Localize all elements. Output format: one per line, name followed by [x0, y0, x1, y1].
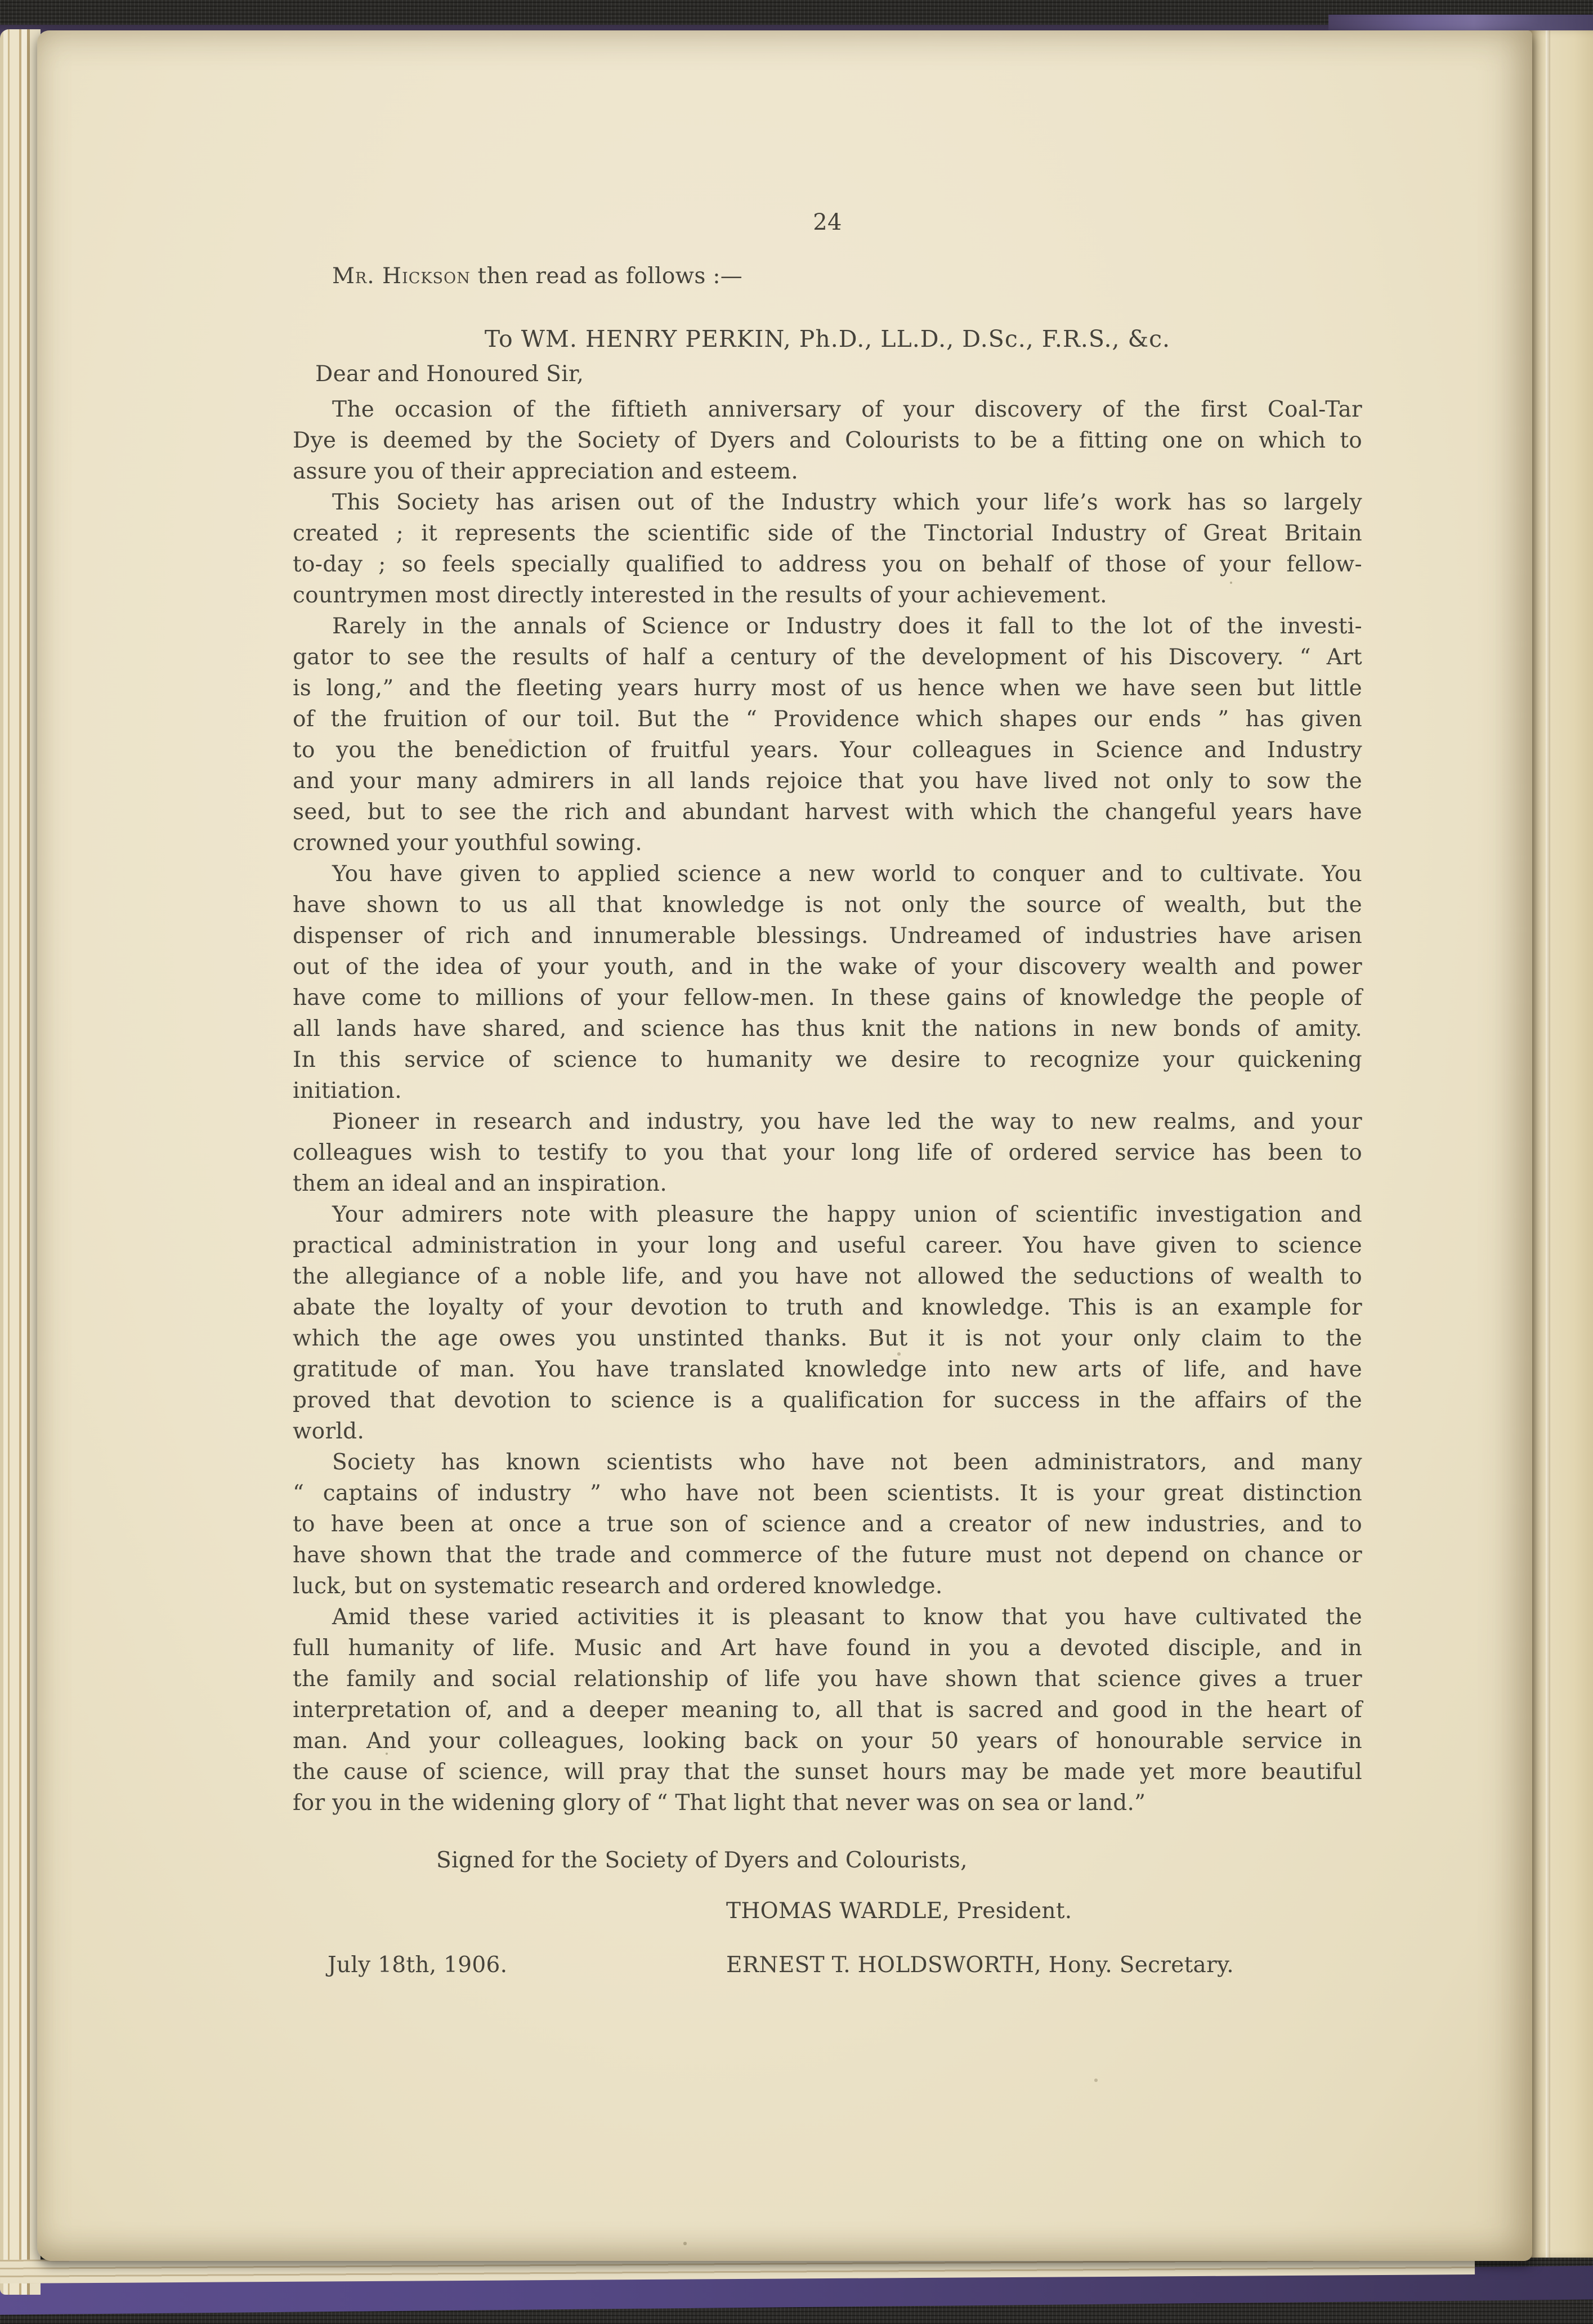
body-line: “ captains of industry ” who have not been scientists. It is your great distinction — [293, 1481, 1362, 1506]
body-line: interpretation of, and a deeper meaning to, all that is sacred and good in the heart of — [293, 1697, 1362, 1723]
body-line: abate the loyalty of your devotion to truth and knowledge. This is an example for — [293, 1295, 1362, 1320]
letter-body — [293, 394, 1362, 1818]
body-line: This Society has arisen out of the Industry which your life’s work has so largely — [332, 490, 1362, 515]
body-line: crowned your youthful sowing. — [293, 830, 642, 856]
body-line: have come to millions of your fellow-men. In these gains of knowledge the people of — [293, 985, 1362, 1011]
body-line: out of the idea of your youth, and in the wake of your discovery wealth and power — [293, 954, 1362, 980]
body-line: Society has known scientists who have not been administrators, and many — [332, 1450, 1362, 1475]
body-line: In this service of science to humanity we desire to recognize your quickening — [293, 1047, 1362, 1072]
body-line: gator to see the results of half a century of the development of his Discovery. “ Art — [293, 645, 1362, 670]
body-line: world. — [293, 1419, 365, 1444]
body-line: assure you of their appreciation and esteem. — [293, 459, 799, 484]
signature-row — [293, 1952, 1362, 1986]
body-line: all lands have shared, and science has thus knit the nations in new bonds of amity. — [293, 1016, 1362, 1042]
body-line: have shown to us all that knowledge is not only the source of wealth, but the — [293, 892, 1362, 918]
body-line: have shown that the trade and commerce of the future must not depend on chance or — [293, 1543, 1362, 1568]
body-line: them an ideal and an inspiration. — [293, 1171, 668, 1196]
president-signature: THOMAS WARDLE, President. — [726, 1898, 1072, 1924]
body-line: proved that devotion to science is a qualification for success in the affairs of the — [293, 1388, 1362, 1413]
body-line: the cause of science, will pray that the sunset hours may be made yet more beautiful — [293, 1759, 1362, 1785]
body-line: Dye is deemed by the Society of Dyers and Colourists to be a fitting one on which to — [293, 428, 1362, 453]
secretary-signature: ERNEST T. HOLDSWORTH, Hony. Secretary. — [726, 1952, 1234, 1978]
body-line: full humanity of life. Music and Art have found in you a devoted disciple, and in — [293, 1635, 1362, 1661]
signed-for-line: Signed for the Society of Dyers and Colourists, — [436, 1848, 968, 1873]
body-line: the family and social relationship of life you have shown that science gives a truer — [293, 1666, 1362, 1692]
body-line: and your many admirers in all lands rejoice that you have lived not only to sow the — [293, 768, 1362, 794]
body-line: created ; it represents the scientific side of the Tinctorial Industry of Great Britain — [293, 521, 1362, 546]
body-line: to-day ; so feels specially qualified to address you on behalf of those of your fellow- — [293, 552, 1362, 577]
body-line: Rarely in the annals of Science or Industry does it fall to the lot of the investi- — [332, 614, 1362, 639]
body-line: man. And your colleagues, looking back on your 50 years of honourable service in — [293, 1728, 1362, 1754]
body-line: seed, but to see the rich and abundant harvest with which the changeful years have — [293, 799, 1362, 825]
gutter-crease — [1546, 30, 1550, 2258]
paper-specks — [37, 30, 38, 32]
page-number: 24 — [813, 209, 842, 235]
body-line: You have given to applied science a new world to conquer and to cultivate. You — [332, 861, 1362, 887]
intro-line — [293, 263, 1362, 289]
date-line: July 18th, 1906. — [328, 1952, 508, 1978]
body-line: practical administration in your long and useful career. You have given to science — [293, 1233, 1362, 1258]
letter-text — [293, 30, 1362, 2324]
salutation: Dear and Honoured Sir, — [315, 361, 584, 387]
body-line: Pioneer in research and industry, you have led the way to new realms, and your — [332, 1109, 1362, 1134]
body-line: Your admirers note with pleasure the happy union of scientific investigation and — [332, 1202, 1362, 1227]
body-line: for you in the widening glory of “ That light that never was on sea or land.” — [293, 1790, 1146, 1816]
body-line: countrymen most directly interested in the results of your achievement. — [293, 583, 1107, 608]
body-line: to you the benediction of fruitful years. Your colleagues in Science and Industry — [293, 738, 1362, 763]
facing-page-gutter — [1529, 30, 1593, 2258]
body-line: initiation. — [293, 1078, 402, 1103]
body-line: gratitude of man. You have translated knowledge into new arts of life, and have — [293, 1357, 1362, 1382]
body-line: the allegiance of a noble life, and you have not allowed the seductions of wealth to — [293, 1264, 1362, 1289]
body-line: dispenser of rich and innumerable blessings. Undreamed of industries have arisen — [293, 923, 1362, 949]
body-line: which the age owes you unstinted thanks. But it is not your only claim to the — [293, 1326, 1362, 1351]
body-line: to have been at once a true son of science and a creator of new industries, and to — [293, 1512, 1362, 1537]
page-edges-left — [0, 29, 41, 2295]
body-line: The occasion of the fiftieth anniversary of your discovery of the first Coal-Tar — [332, 397, 1362, 422]
body-line: luck, but on systematic research and ordered knowledge. — [293, 1574, 943, 1599]
book-page — [37, 30, 1532, 2261]
body-line: Amid these varied activities it is pleasant to know that you have cultivated the — [332, 1605, 1362, 1630]
body-line: colleagues wish to testify to you that your long life of ordered service has been to — [293, 1140, 1362, 1165]
address-heading: To WM. HENRY PERKIN, Ph.D., LL.D., D.Sc., F.R.S., &c. — [484, 325, 1171, 352]
speaker-name: Mr. Hickson — [332, 263, 471, 289]
body-line: of the fruition of our toil. But the “ Providence which shapes our ends ” has given — [293, 707, 1362, 732]
intro-text: then read as follows :— — [470, 263, 743, 289]
body-line: is long,” and the fleeting years hurry most of us hence when we have seen but little — [293, 676, 1362, 701]
